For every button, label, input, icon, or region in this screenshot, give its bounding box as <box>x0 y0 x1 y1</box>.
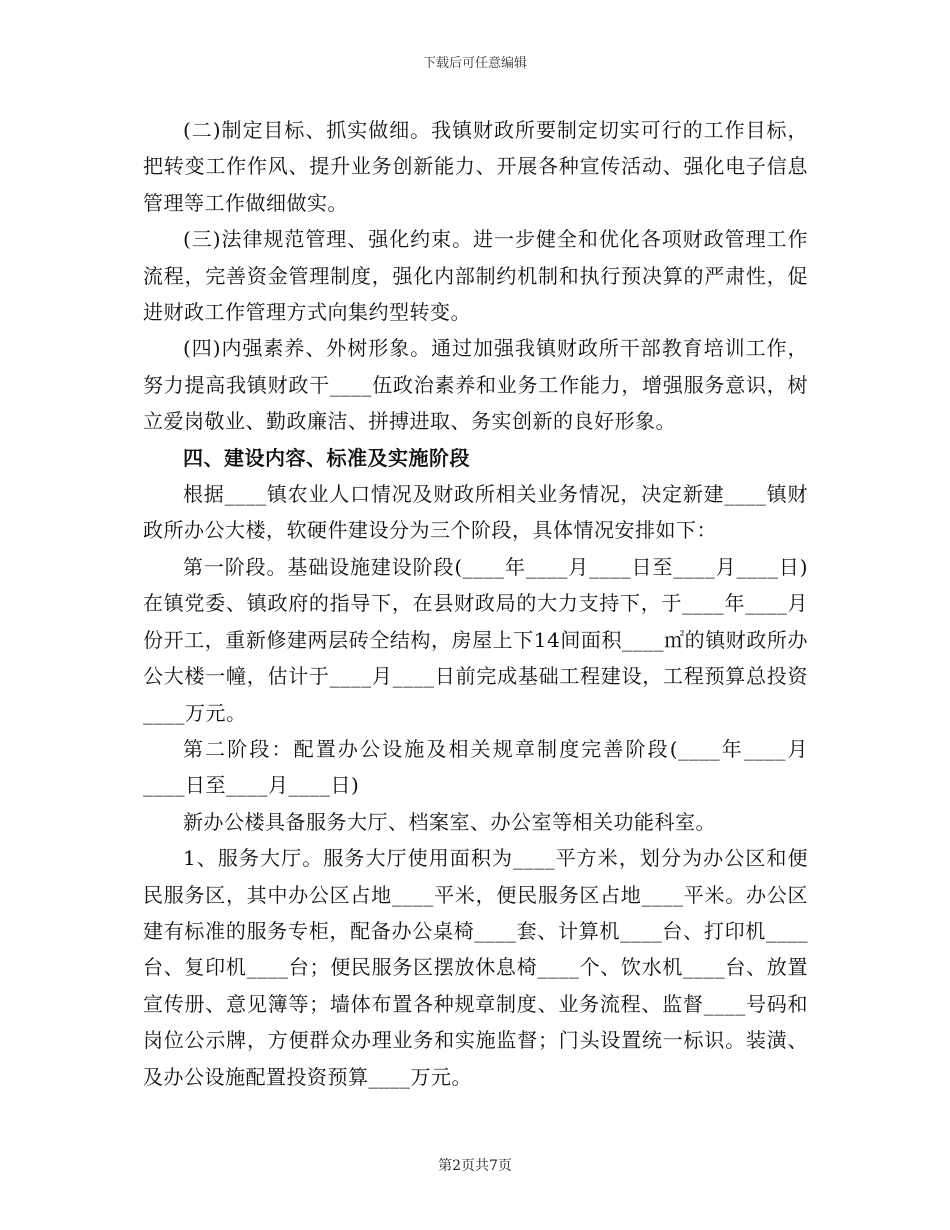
paragraph-goals: (二)制定目标、抓实做细。我镇财政所要制定切实可行的工作目标，把转变工作作风、提升业务创新能力、开展各种宣传活动、强化电子信息管理等工作做细做实。 <box>143 118 808 215</box>
paragraph-image: (四)内强素养、外树形象。通过加强我镇财政所干部教育培训工作，努力提高我镇财政干____伍政治素养和业务工作能力，增强服务意识，树立爱岗敬业、勤政廉洁、拼搏进取、务实创新的良好形象。 <box>143 336 808 434</box>
paragraph-regulation: (三)法律规范管理、强化约束。进一步健全和优化各项财政管理工作流程，完善资金管理制度，强化内部制约机制和执行预决算的严肃性，促进财政工作管理方式向集约型转变。 <box>143 227 808 325</box>
page-header: 下载后可任意编辑 <box>422 56 527 71</box>
paragraph-office-features: 新办公楼具备服务大厅、档案室、办公室等相关功能科室。 <box>183 809 716 834</box>
section-heading: 四、建设内容、标准及实施阶段 <box>183 445 470 470</box>
paragraph-plan: 根据____镇农业人口情况及财政所相关业务情况，决定新建____镇财政所办公大楼，软硬件建设分为三个阶段，具体情况安排如下： <box>143 482 808 543</box>
paragraph-phase-one: 第一阶段。基础设施建设阶段(____年____月____日至____月____日)在镇党委、镇政府的指导下，在县财政局的大力支持下，于____年____月份开工，重新修建两层砖仝结构，房屋上下14间面积____㎡的镇财政所办公大楼一幢，估计于____月____日前完成基础工程建设，工程预算总投资____万元。 <box>143 554 808 725</box>
page-footer: 第2页共7页 <box>438 1158 512 1174</box>
paragraph-service-hall: 1、服务大厅。服务大厅使用面积为____平方米，划分为办公区和便民服务区，其中办公区占地____平米，便民服务区占地____平米。办公区建有标准的服务专柜，配备办公桌椅____套、计算机____台、打印机____台、复印机____台；便民服务区摆放休息椅____个、饮水机____台、放置宣传册、意见簿等；墙体布置各种规章制度、业务流程、监督____号码和岗位公示牌，方便群众办理业务和实施监督；门头设置统一标识。装潢、及办公设施配置投资预算____万元。 <box>143 846 808 1089</box>
paragraph-phase-two: 第二阶段：配置办公设施及相关规章制度完善阶段(____年____月____日至____月____日) <box>143 736 808 798</box>
document-body <box>143 112 808 1095</box>
